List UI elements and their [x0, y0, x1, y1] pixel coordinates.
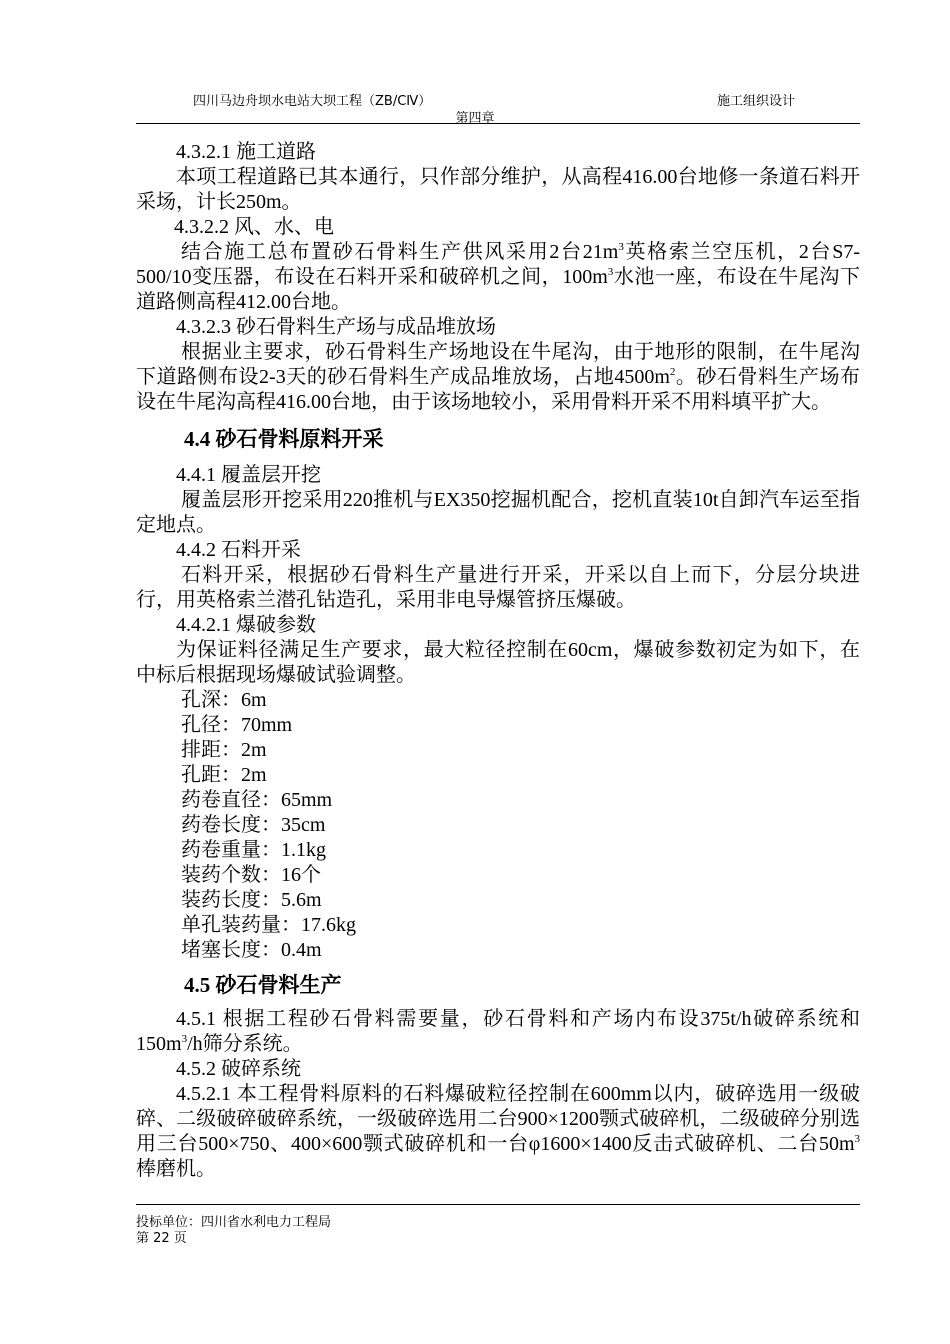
section-4323-text-1: 根据业主要求，砂石骨料生产场地设在牛尾沟，由于地形的限制，在牛尾沟下道路侧布设2-3天的砂石骨料生产成品堆放场，占地4500m — [136, 341, 860, 388]
section-4323-paragraph — [136, 340, 860, 415]
superscript-cubic-1: 3 — [618, 241, 624, 253]
section-4323-text-2: 。砂石骨料生产场布设在牛尾沟高程416.00台地，由于该场地较小，采用骨料开采不用料填平扩大。 — [136, 366, 860, 413]
section-4521-text-1: 4.5.2.1 本工程骨料原料的石料爆破粒径控制在600mm以内，破碎选用一级破碎、二级破碎破碎系统，一级破碎选用二台900×1200颚式破碎机，二级破碎分别选用三台500×750、400×600颚式破碎机和一台φ1600×1400反击式破碎机、二台50m — [136, 1083, 860, 1155]
header-project-title: 四川马边舟坝水电站大坝工程（ZB/CⅣ） — [193, 94, 432, 109]
section-4322-text-3: 水池一座，布设在牛尾沟下道路侧高程412.00台地。 — [136, 266, 860, 313]
superscript-cubic-3: 3 — [181, 1033, 188, 1045]
section-451-paragraph — [136, 1007, 860, 1057]
section-4323-title: 4.3.2.3 砂石骨料生产场与成品堆放场 — [176, 316, 496, 338]
superscript-square: 2 — [669, 366, 676, 378]
superscript-cubic-2: 3 — [607, 266, 614, 278]
section-442-paragraph: 石料开采，根据砂石骨料生产量进行开采，开采以自上而下，分层分块进行，用英格索兰潜孔钻造孔，采用非电导爆管挤压爆破。 — [136, 564, 860, 611]
section-45-heading: 4.5 砂石骨料生产 — [184, 973, 342, 997]
param-cartridge-diameter: 药卷直径：65mm — [181, 789, 333, 811]
param-hole-diameter: 孔径：70mm — [181, 714, 293, 736]
superscript-cubic-4: 3 — [854, 1133, 860, 1145]
section-451-text-2: /h筛分系统。 — [187, 1033, 303, 1055]
footer-page-number: 第 22 页 — [136, 1231, 187, 1246]
section-4322-title: 4.3.2.2 风、水、电 — [174, 216, 334, 238]
section-4321-paragraph: 本项工程道路已其本通行，只作部分维护，从高程416.00台地修一条道石料开采场，计长250m。 — [136, 166, 860, 213]
section-441-title: 4.4.1 履盖层开挖 — [176, 464, 321, 486]
section-4421-title: 4.4.2.1 爆破参数 — [176, 614, 316, 636]
param-charge-length: 装药长度：5.6m — [181, 889, 322, 911]
param-cartridge-weight: 药卷重量：1.1kg — [181, 839, 326, 861]
param-hole-depth: 孔深：6m — [181, 689, 267, 711]
header-doc-type: 施工组织设计 — [717, 94, 796, 109]
section-451-text-1: 4.5.1 根据工程砂石骨料需要量，砂石骨料和产场内布设375t/h破碎系统和150m — [136, 1008, 860, 1055]
header-chapter: 第四章 — [455, 111, 495, 126]
section-4521-text-2: 棒磨机。 — [136, 1158, 216, 1180]
param-stemming-length: 堵塞长度：0.4m — [181, 939, 322, 961]
param-charge-per-hole: 单孔装药量：17.6kg — [181, 914, 356, 936]
section-4322-paragraph — [136, 240, 860, 315]
section-4521-paragraph — [136, 1082, 860, 1182]
section-4322-text-1: 结合施工总布置砂石骨料生产供风采用2台21m — [181, 241, 619, 263]
section-4321-title: 4.3.2.1 施工道路 — [176, 141, 316, 163]
section-4322-text-2: 英格索兰空压机，2台S7-500/10变压器，布设在石料开采和破碎机之间，100m — [136, 241, 860, 288]
section-442-title: 4.4.2 石料开采 — [176, 539, 301, 561]
section-452-title: 4.5.2 破碎系统 — [176, 1058, 301, 1080]
param-cartridge-length: 药卷长度：35cm — [181, 814, 326, 836]
param-hole-spacing: 孔距：2m — [181, 764, 267, 786]
footer-bidder: 投标单位：四川省水利电力工程局 — [136, 1215, 332, 1230]
section-441-paragraph: 履盖层形开挖采用220推机与EX350挖掘机配合，挖机直装10t自卸汽车运至指定地点。 — [136, 489, 860, 536]
footer-rule — [136, 1204, 860, 1205]
param-row-spacing: 排距：2m — [181, 739, 267, 761]
header-rule — [136, 123, 860, 124]
section-44-heading: 4.4 砂石骨料原料开采 — [184, 427, 384, 451]
document-body — [136, 140, 860, 1206]
section-4421-paragraph: 为保证料径满足生产要求，最大粒径控制在60cm，爆破参数初定为如下，在中标后根据现场爆破试验调整。 — [136, 639, 860, 686]
param-charge-count: 装药个数：16个 — [181, 864, 321, 886]
